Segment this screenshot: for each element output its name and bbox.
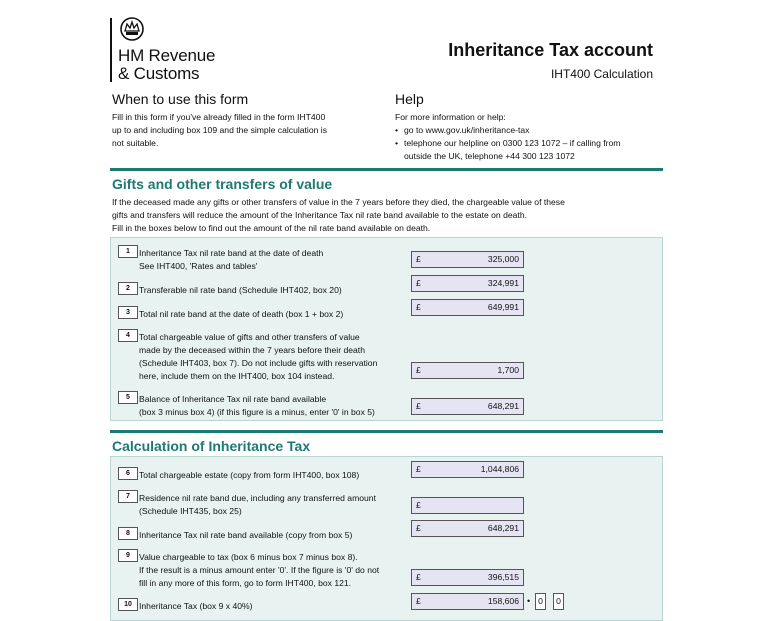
pence-field-2[interactable]: 0 bbox=[553, 593, 564, 610]
pound-sign: £ bbox=[416, 464, 421, 474]
gifts-intro bbox=[112, 196, 672, 235]
box-3-label bbox=[139, 308, 404, 321]
label-line: fill in any more of this form, go to form IHT400, box 121. bbox=[139, 578, 352, 588]
help-heading: Help bbox=[395, 91, 424, 107]
section-divider bbox=[110, 168, 663, 171]
label-line: Inheritance Tax nil rate band available (copy from box 5) bbox=[139, 530, 353, 540]
field-value: 1,044,806 bbox=[480, 464, 519, 474]
label-line: Transferable nil rate band (Schedule IHT402, box 20) bbox=[139, 285, 342, 295]
box-9-label bbox=[139, 551, 404, 590]
help-phone-line: • telephone our helpline on 0300 123 1072 – if calling from bbox=[404, 138, 621, 148]
logo-bar bbox=[110, 18, 112, 82]
when-heading: When to use this form bbox=[112, 91, 249, 107]
box-number: 6 bbox=[118, 467, 138, 480]
box-number: 5 bbox=[118, 391, 138, 404]
label-line: See IHT400, 'Rates and tables' bbox=[139, 261, 258, 271]
help-intro: For more information or help: bbox=[395, 112, 506, 122]
box-number: 10 bbox=[118, 598, 138, 611]
pound-sign: £ bbox=[416, 500, 421, 510]
label-line: Total nil rate band at the date of death (box 1 + box 2) bbox=[139, 309, 344, 319]
calc-section-title: Calculation of Inheritance Tax bbox=[112, 438, 311, 454]
label-line: here, include them on the IHT400, box 104 instead. bbox=[139, 371, 335, 381]
box-1-label bbox=[139, 247, 404, 273]
box-5-field[interactable] bbox=[411, 398, 524, 415]
field-value: 324,991 bbox=[487, 278, 519, 288]
field-value: 325,000 bbox=[487, 254, 519, 264]
when-text bbox=[112, 111, 372, 150]
box-7-field[interactable] bbox=[411, 497, 524, 514]
box-10-label bbox=[139, 600, 404, 613]
label-line: Residence nil rate band due, including any transferred amount bbox=[139, 493, 376, 503]
form-title: Inheritance Tax account bbox=[448, 40, 653, 60]
field-value: 396,515 bbox=[487, 572, 519, 582]
label-line: If the result is a minus amount enter '0'. If the figure is '0' do not bbox=[139, 565, 380, 575]
help-item-phone bbox=[395, 137, 665, 163]
section-divider bbox=[110, 430, 663, 433]
box-7-label bbox=[139, 492, 404, 518]
pound-sign: £ bbox=[416, 278, 421, 288]
box-number: 7 bbox=[118, 490, 138, 503]
label-line: (box 3 minus box 4) (if this figure is a minus, enter '0' in box 5) bbox=[139, 407, 375, 417]
box-3-field[interactable] bbox=[411, 299, 524, 316]
pound-sign: £ bbox=[416, 401, 421, 411]
gifts-intro-line: If the deceased made any gifts or other transfers of value in the 7 years before they died, the chargeable value of these bbox=[112, 197, 565, 207]
pound-sign: £ bbox=[416, 523, 421, 533]
box-number: 1 bbox=[118, 245, 138, 258]
org-name-line1: HM Revenue bbox=[118, 46, 216, 65]
when-text-line: not suitable. bbox=[112, 138, 159, 148]
royal-crest-icon bbox=[110, 10, 154, 48]
field-value: 648,291 bbox=[487, 401, 519, 411]
label-line: Total chargeable value of gifts and other transfers of value bbox=[139, 332, 360, 342]
pound-sign: £ bbox=[416, 572, 421, 582]
field-value: 649,991 bbox=[487, 302, 519, 312]
box-2-label bbox=[139, 284, 404, 297]
pound-sign: £ bbox=[416, 365, 421, 375]
label-line: (Schedule IHT403, box 7). Do not include gifts with reservation bbox=[139, 358, 378, 368]
pound-sign: £ bbox=[416, 596, 421, 606]
help-text bbox=[395, 111, 665, 163]
box-10-field[interactable] bbox=[411, 593, 524, 610]
label-line: Balance of Inheritance Tax nil rate band available bbox=[139, 394, 327, 404]
label-line: Inheritance Tax (box 9 x 40%) bbox=[139, 601, 253, 611]
box-1-field[interactable] bbox=[411, 251, 524, 268]
box-4-field[interactable] bbox=[411, 362, 524, 379]
org-name-line2: & Customs bbox=[118, 64, 200, 83]
decimal-separator: • bbox=[527, 596, 531, 606]
label-line: made by the deceased within the 7 years before their death bbox=[139, 345, 365, 355]
field-value: 648,291 bbox=[487, 523, 519, 533]
box-5-label bbox=[139, 393, 404, 419]
gifts-intro-line: gifts and transfers will reduce the amount of the Inheritance Tax nil rate band available to the estate on death. bbox=[112, 210, 527, 220]
pound-sign: £ bbox=[416, 302, 421, 312]
box-9-field[interactable] bbox=[411, 569, 524, 586]
gifts-intro-line: Fill in the boxes below to find out the amount of the nil rate band available on death. bbox=[112, 223, 431, 233]
box-6-label bbox=[139, 469, 404, 482]
label-line: Inheritance Tax nil rate band at the date of death bbox=[139, 248, 324, 258]
form-subtitle: IHT400 Calculation bbox=[550, 67, 653, 81]
box-number: 3 bbox=[118, 306, 138, 319]
box-2-field[interactable] bbox=[411, 275, 524, 292]
help-phone-line: outside the UK, telephone +44 300 123 1072 bbox=[404, 151, 575, 161]
label-line: (Schedule IHT435, box 25) bbox=[139, 506, 242, 516]
box-8-field[interactable] bbox=[411, 520, 524, 537]
when-text-line: up to and including box 109 and the simple calculation is bbox=[112, 125, 327, 135]
box-4-label bbox=[139, 331, 404, 383]
pence-field-1[interactable]: 0 bbox=[535, 593, 546, 610]
label-line: Total chargeable estate (copy from form IHT400, box 108) bbox=[139, 470, 360, 480]
box-6-field[interactable] bbox=[411, 461, 524, 478]
when-text-line: Fill in this form if you've already filled in the form IHT400 bbox=[112, 112, 326, 122]
box-8-label bbox=[139, 529, 404, 542]
label-line: Value chargeable to tax (box 6 minus box 7 minus box 8). bbox=[139, 552, 358, 562]
field-value: 1,700 bbox=[497, 365, 519, 375]
box-number: 4 bbox=[118, 329, 138, 342]
pound-sign: £ bbox=[416, 254, 421, 264]
field-value: 158,606 bbox=[487, 596, 519, 606]
box-number: 9 bbox=[118, 549, 138, 562]
box-number: 8 bbox=[118, 527, 138, 540]
help-item-web[interactable]: • go to www.gov.uk/inheritance-tax bbox=[395, 124, 665, 137]
gifts-section-title: Gifts and other transfers of value bbox=[112, 176, 333, 192]
box-number: 2 bbox=[118, 282, 138, 295]
